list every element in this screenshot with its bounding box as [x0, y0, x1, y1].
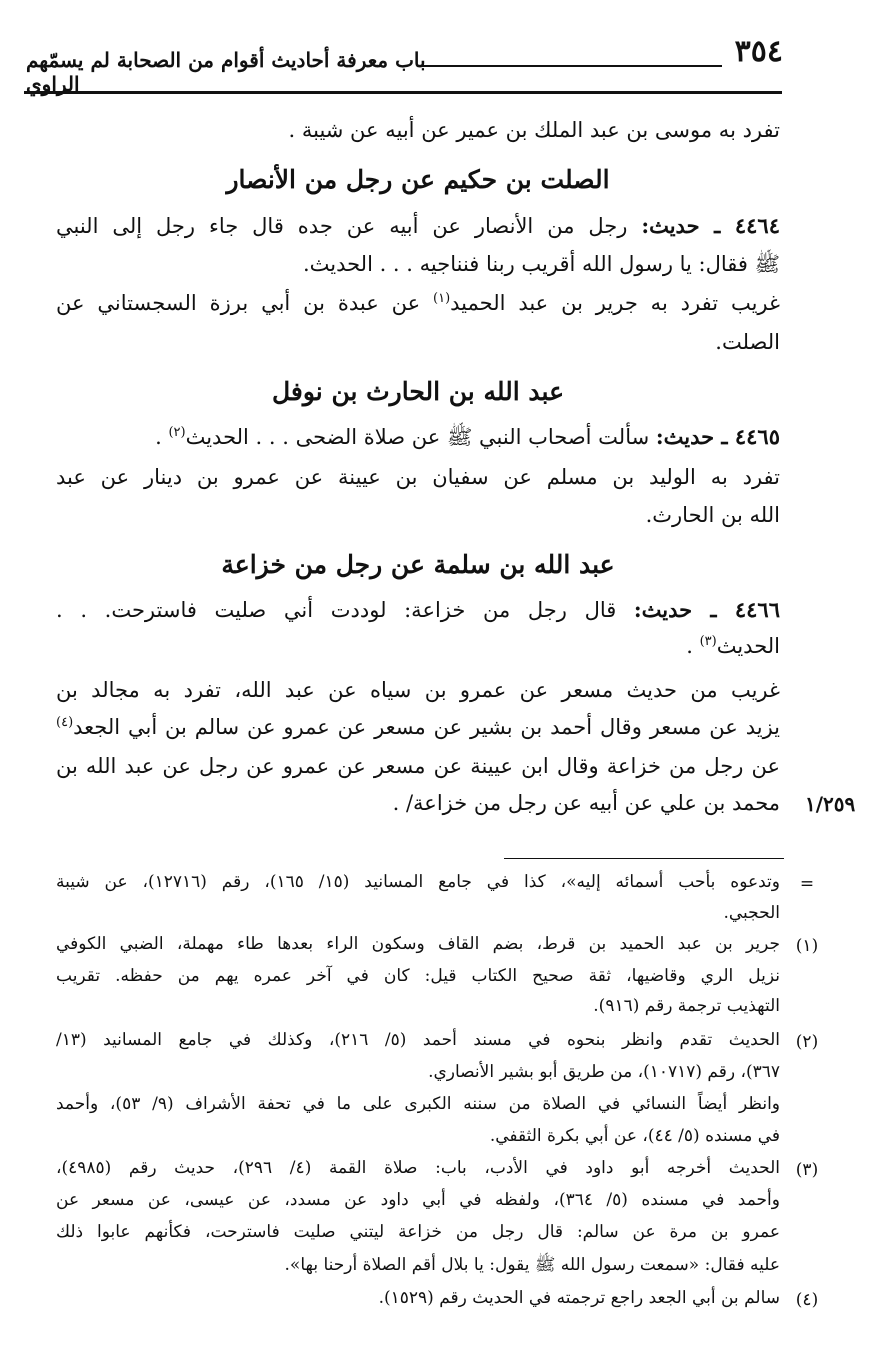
hadith-text: رجل من الأنصار عن أبيه عن جده قال جاء رجل إلى النبي — [56, 214, 642, 238]
footnote-divider — [504, 858, 784, 859]
header-rule — [420, 65, 722, 67]
body-line: ﷺ فقال: يا رسول الله أقريب ربنا فنناجيه . . . الحديث. — [302, 252, 780, 276]
header-divider — [24, 91, 782, 94]
body-text: عن عبدة بن أبي برزة السجستاني عن — [56, 291, 434, 315]
hadith-line — [56, 597, 780, 622]
body-line: الله بن الحارث. — [645, 503, 780, 527]
footnote-label: (٢) — [795, 1032, 819, 1052]
body-line: الصلت. — [715, 330, 780, 354]
running-title: باب معرفة أحاديث أقوام من الصحابة لم يسمّهم الراوي — [26, 48, 426, 96]
body-text: الحديث — [716, 634, 780, 658]
footnote-label: = — [799, 874, 815, 894]
hadith-line — [155, 424, 780, 455]
footnote-line: الحجبي. — [723, 903, 780, 923]
body-line: تفرد به الوليد بن مسلم عن سفيان بن عيينة عن عمرو بن دينار عن عبد — [56, 465, 780, 489]
hadith-number: ٤٤٦٤ ـ حديث: — [641, 213, 780, 238]
body-text: يزيد عن مسعر وقال أحمد بن بشير عن مسعر عن عمرو عن سالم بن أبي الجعد — [73, 715, 780, 739]
footnote-line: وأحمد في مسنده (٥/ ٣٦٤)، ولفظه في أبي داود عن مسدد، عن عيسى، عن مسعر عن — [56, 1190, 780, 1210]
body-line — [686, 634, 780, 658]
footnote-line: سالم بن أبي الجعد راجع ترجمته في الحديث رقم (١٥٢٩). — [378, 1288, 780, 1308]
body-line: عن رجل من خزاعة وقال ابن عيينة عن مسعر عن عمرو عن رجل عن عبد الله بن — [56, 754, 780, 778]
section-heading: عبد الله بن سلمة عن رجل من خزاعة — [221, 550, 615, 579]
footnote-ref: (٤) — [56, 715, 74, 730]
footnote-line: التهذيب ترجمة رقم (٩١٦). — [593, 996, 780, 1016]
hadith-text: قال رجل من خزاعة: لوددت أني صليت فاسترحت. . . — [56, 598, 634, 622]
body-line: غريب من حديث مسعر عن عمرو بن سياه عن عبد الله، تفرد به مجالد بن — [56, 678, 780, 702]
hadith-text: سألت أصحاب النبي ﷺ عن صلاة الضحى . . . الحديث — [185, 425, 656, 449]
footnote-label: (٤) — [795, 1290, 819, 1310]
footnote-label: (١) — [795, 936, 819, 956]
hadith-text: . — [155, 425, 169, 449]
footnote-ref: (١) — [433, 291, 451, 306]
body-line: تفرد به موسى بن عبد الملك بن عمير عن أبيه عن شيبة . — [288, 118, 780, 142]
margin-page-reference: ١/٢٥٩ — [805, 792, 856, 816]
footnote-ref: (٢) — [168, 425, 186, 440]
body-text: غريب تفرد به جرير بن عبد الحميد — [450, 291, 780, 315]
footnote-line: عليه فقال: «سمعت رسول الله ﷺ يقول: يا بلال أقم الصلاة أرحنا بها». — [284, 1255, 780, 1275]
footnote-line: نزيل الري وقاضيها، ثقة صحيح الكتاب قيل: كان في آخر عمره يهم من حفظه. تقريب — [56, 966, 780, 986]
footnote-line: الحديث تقدم وانظر بنحوه في مسند أحمد (٥/ ٢١٦)، وكذلك في جامع المسانيد (١٣/ — [56, 1030, 780, 1050]
footnote-line: وانظر أيضاً النسائي في الصلاة من سننه الكبرى على ما في تحفة الأشراف (٩/ ٥٣)، وأحمد — [56, 1094, 781, 1114]
body-line: محمد بن علي عن أبيه عن رجل من خزاعة/ . — [392, 791, 780, 815]
footnote-ref: (٣) — [699, 634, 717, 649]
body-text: . — [686, 634, 700, 658]
body-line — [56, 291, 780, 315]
footnote-line: جرير بن عبد الحميد بن قرط، بضم القاف وسكون الراء بعدها طاء مهملة، الضبي الكوفي — [56, 934, 780, 954]
footnote-line: عمرو بن مرة عن سالم: قال رجل من خزاعة ليتني صليت فاسترحت، فكأنهم عابوا ذلك — [56, 1222, 780, 1242]
footnote-label: (٣) — [795, 1160, 819, 1180]
footnote-line: في مسنده (٥/ ٤٤)، عن أبي بكرة الثقفي. — [489, 1126, 780, 1146]
page-number: ٣٥٤ — [734, 34, 783, 69]
hadith-number: ٤٤٦٥ ـ حديث: — [655, 424, 780, 449]
footnote-line: وتدعوه بأحب أسمائه إليه»، كذا في جامع المسانيد (١٥/ ١٦٥)، رقم (١٢٧١٦)، عن شيبة — [56, 872, 780, 892]
body-line — [56, 715, 780, 739]
section-heading: عبد الله بن الحارث بن نوفل — [271, 377, 564, 406]
hadith-number: ٤٤٦٦ ـ حديث: — [633, 597, 780, 622]
footnote-line: الحديث أخرجه أبو داود في الأدب، باب: صلاة القمة (٤/ ٢٩٦)، حديث رقم (٤٩٨٥)، — [56, 1158, 780, 1178]
footnote-line: ٣٦٧)، رقم (١٠٧١٧)، من طريق أبو بشير الأنصاري. — [428, 1062, 780, 1082]
hadith-line — [56, 213, 780, 238]
section-heading: الصلت بن حكيم عن رجل من الأنصار — [226, 165, 610, 194]
